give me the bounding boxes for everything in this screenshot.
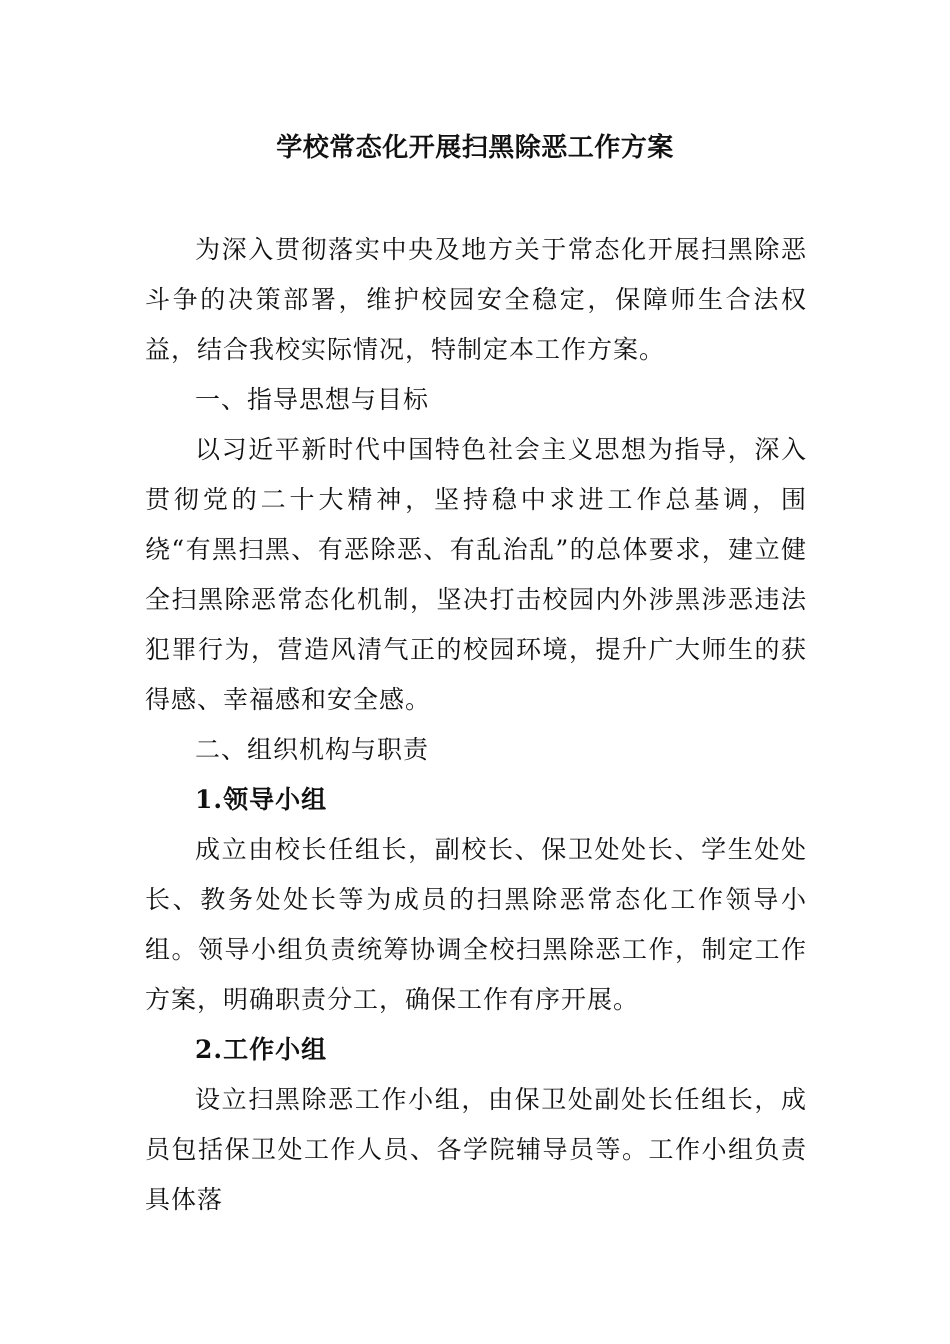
intro-paragraph: 为深入贯彻落实中央及地方关于常态化开展扫黑除恶斗争的决策部署，维护校园安全稳定，保障师生合法权益，结合我校实际情况，特制定本工作方案。: [145, 235, 807, 364]
section-heading-organization: 二、组织机构与职责: [195, 735, 430, 764]
document-title: 学校常态化开展扫黑除恶工作方案: [276, 133, 674, 163]
subsection-heading-leadership-group: 1.领导小组: [195, 785, 328, 814]
section-heading-guiding-principles: 一、指导思想与目标: [195, 385, 430, 414]
subsection-heading-working-group: 2.工作小组: [195, 1035, 328, 1064]
working-group-paragraph: 设立扫黑除恶工作小组，由保卫处副处长任组长，成员包括保卫处工作人员、各学院辅导员等。工作小组负责具体落: [145, 1085, 807, 1214]
guiding-principles-paragraph: 以习近平新时代中国特色社会主义思想为指导，深入贯彻党的二十大精神，坚持稳中求进工作总基调，围绕“有黑扫黑、有恶除恶、有乱治乱”的总体要求，建立健全扫黑除恶常态化机制，坚决打击校园内外涉黑涉恶违法犯罪行为，营造风清气正的校园环境，提升广大师生的获得感、幸福感和安全感。: [145, 435, 807, 714]
leadership-group-paragraph: 成立由校长任组长，副校长、保卫处处长、学生处处长、教务处处长等为成员的扫黑除恶常态化工作领导小组。领导小组负责统筹协调全校扫黑除恶工作，制定工作方案，明确职责分工，确保工作有序开展。: [145, 835, 807, 1014]
document-body: [145, 225, 807, 1225]
